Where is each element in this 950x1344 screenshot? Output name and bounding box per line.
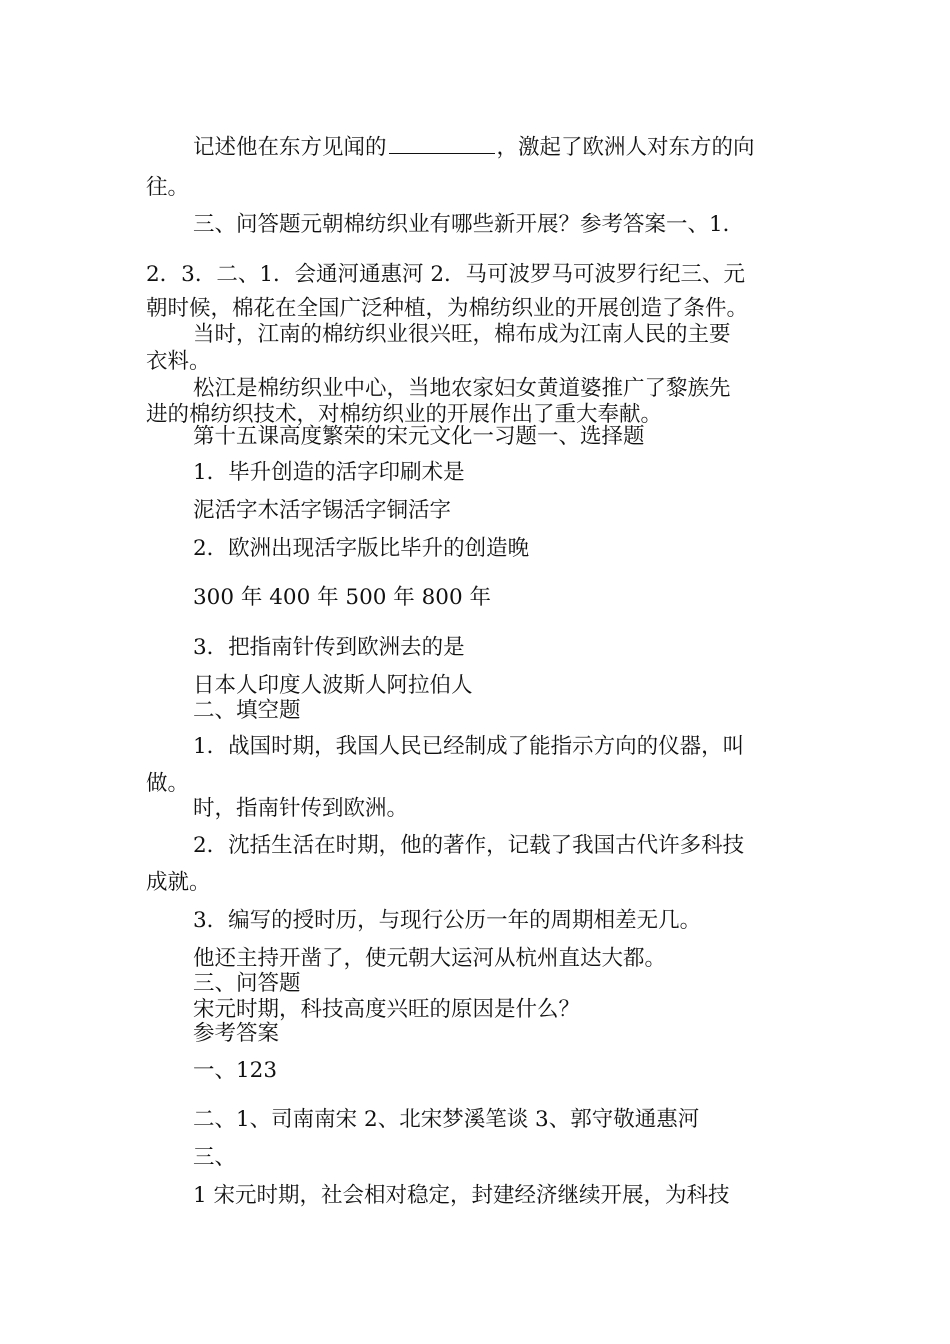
section-heading: 参考答案 [193, 1021, 280, 1046]
text-line: 2．3．二、1．会通河通惠河 2．马可波罗马可波罗行纪三、元 [146, 262, 746, 287]
text-line: 做。 [146, 771, 190, 796]
text-line [193, 137, 755, 159]
question: 2．欧洲出现活字版比毕升的创造晚 [193, 536, 530, 561]
text-line: 当时，江南的棉纺织业很兴旺，棉布成为江南人民的主要 [193, 322, 731, 347]
fill-in-blank [389, 152, 495, 154]
answer-options: 日本人印度人波斯人阿拉伯人 [193, 673, 473, 698]
question: 1．战国时期，我国人民已经制成了能指示方向的仪器，叫 [193, 734, 745, 759]
section-heading: 第十五课高度繁荣的宋元文化一习题一、选择题 [193, 424, 645, 449]
question: 3．编写的授时历，与现行公历一年的周期相差无几。 [193, 908, 702, 933]
section-heading: 三、问答题 [193, 971, 301, 996]
answer-line: 三、 [193, 1145, 237, 1170]
answer-line: 二、1、司南南宋 2、北宋梦溪笔谈 3、郭守敬通惠河 [193, 1107, 700, 1132]
answer-line: 一、123 [193, 1058, 278, 1083]
line-text: ，激起了欧洲人对东方的向 [496, 135, 755, 160]
text-line: 衣料。 [146, 349, 211, 374]
text-line: 往。 [146, 175, 190, 200]
text-line: 他还主持开凿了，使元朝大运河从杭州直达大都。 [193, 946, 667, 971]
answer-options: 泥活字木活字锡活字铜活字 [193, 498, 452, 523]
text-line: 时，指南针传到欧洲。 [193, 796, 409, 821]
text-line: 松江是棉纺织业中心，当地农家妇女黄道婆推广了黎族先 [193, 376, 731, 401]
question: 3．把指南针传到欧洲去的是 [193, 635, 465, 660]
text-line: 朝时候，棉花在全国广泛种植，为棉纺织业的开展创造了条件。 [146, 296, 749, 321]
question: 2．沈括生活在时期，他的著作，记载了我国古代许多科技 [193, 833, 745, 858]
text-line: 三、问答题元朝棉纺织业有哪些新开展？参考答案一、1． [193, 212, 745, 237]
line-text: 记述他在东方见闻的 [193, 135, 387, 160]
question: 宋元时期，科技高度兴旺的原因是什么？ [193, 997, 581, 1022]
text-line: 成就。 [146, 870, 211, 895]
section-heading: 二、填空题 [193, 698, 301, 723]
answer-line: 1 宋元时期，社会相对稳定，封建经济继续开展，为科技 [193, 1183, 730, 1208]
text-line: 进的棉纺织技术，对棉纺织业的开展作出了重大奉献。 [146, 402, 663, 427]
answer-options: 300 年 400 年 500 年 800 年 [193, 585, 491, 610]
question: 1．毕升创造的活字印刷术是 [193, 460, 465, 485]
